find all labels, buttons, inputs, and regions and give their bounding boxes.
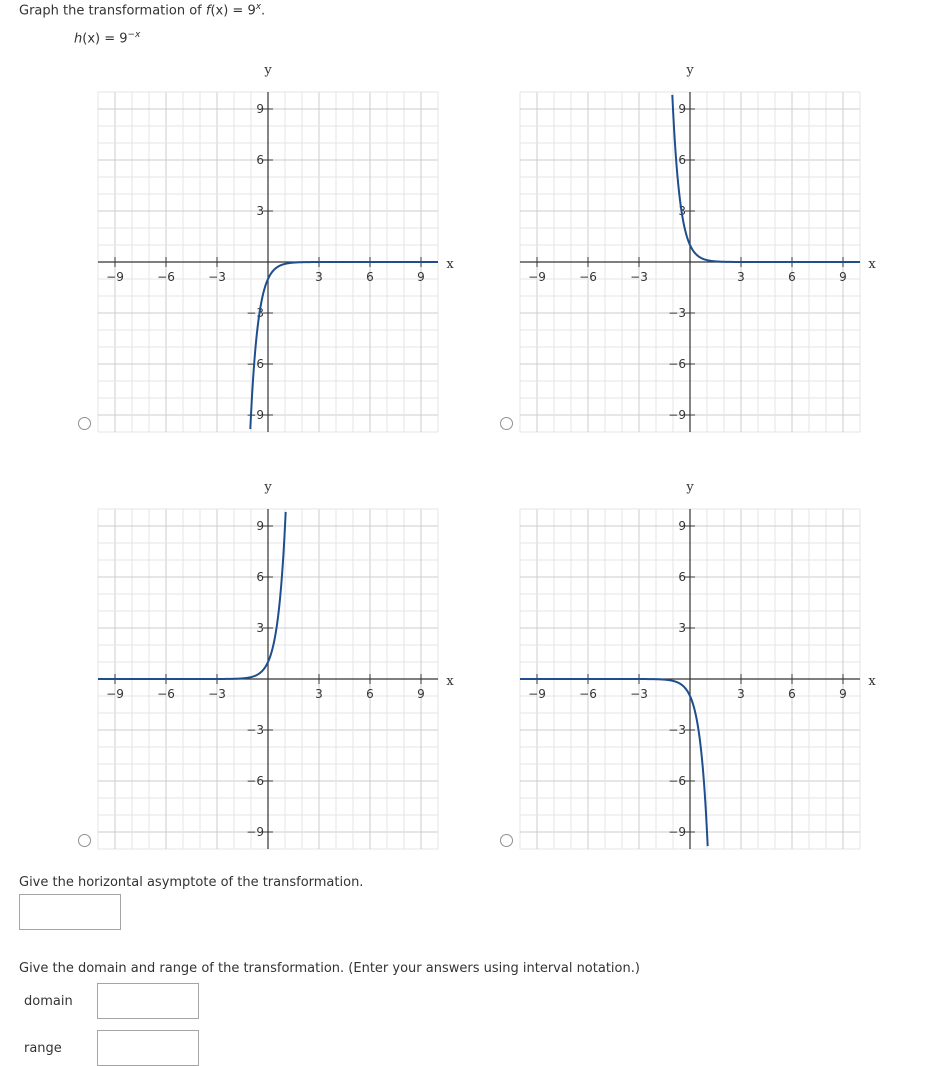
x-tick-label: −3 [208,270,226,284]
y-tick-label: −9 [668,825,686,839]
x-tick-label: −9 [528,270,546,284]
function-curve [672,95,860,262]
h-name: h [74,31,83,47]
x-tick-label: 9 [417,270,425,284]
x-tick-label: −6 [157,270,175,284]
x-tick-label: 3 [737,687,745,701]
range-label: range [24,1041,62,1056]
y-tick-label: 3 [678,621,686,635]
y-tick-label: 9 [678,102,686,116]
function-curve [98,512,286,679]
y-tick-label: −3 [668,723,686,737]
y-axis-label: y [686,480,694,495]
range-input[interactable] [97,1030,199,1066]
y-tick-label: 9 [256,102,264,116]
x-tick-label: 3 [315,270,323,284]
function-curve [250,262,438,429]
y-tick-label: −3 [246,723,264,737]
x-tick-label: −3 [630,270,648,284]
y-tick-label: 6 [678,153,686,167]
x-tick-label: 3 [315,687,323,701]
problem-prompt: Graph the transformation of $f(x) = 9^x$. [19,2,266,19]
y-tick-label: −6 [246,357,264,371]
y-tick-label: −6 [246,774,264,788]
x-tick-label: 9 [839,270,847,284]
y-axis-label: y [264,63,272,78]
x-tick-label: 6 [366,687,374,701]
domain-label: domain [24,994,73,1009]
x-tick-label: −9 [106,270,124,284]
x-tick-label: 9 [417,687,425,701]
x-tick-label: −6 [579,687,597,701]
y-tick-label: −9 [668,408,686,422]
x-tick-label: 9 [839,687,847,701]
graph-choice-3[interactable] [90,477,454,847]
graph-choice-1[interactable] [90,60,454,430]
x-axis-label: x [446,674,454,689]
x-tick-label: 3 [737,270,745,284]
graph-choice-4[interactable] [512,477,876,847]
x-tick-label: −9 [528,687,546,701]
domain-range-question: Give the domain and range of the transformation. (Enter your answers using interval notation.) [19,961,640,976]
y-tick-label: −6 [668,774,686,788]
y-axis-label: y [686,63,694,78]
x-tick-label: −6 [157,687,175,701]
x-axis-label: x [868,674,876,689]
transformation-function: $h(x) = 9^{-x}$ [74,30,141,47]
y-tick-label: 3 [678,204,686,218]
y-tick-label: 9 [678,519,686,533]
x-tick-label: −6 [579,270,597,284]
y-tick-label: −9 [246,825,264,839]
domain-input[interactable] [97,983,199,1019]
x-tick-label: −9 [106,687,124,701]
y-tick-label: −3 [246,306,264,320]
x-axis-label: x [446,257,454,272]
graph-choice-2[interactable] [512,60,876,430]
y-tick-label: 6 [256,570,264,584]
y-tick-label: 9 [256,519,264,533]
y-tick-label: 3 [256,621,264,635]
f-name: f [205,3,211,19]
y-tick-label: 6 [256,153,264,167]
y-tick-label: −9 [246,408,264,422]
x-tick-label: 6 [788,687,796,701]
y-tick-label: 6 [678,570,686,584]
asymptote-question: Give the horizontal asymptote of the transformation. [19,875,364,890]
y-tick-label: −3 [668,306,686,320]
x-axis-label: x [868,257,876,272]
asymptote-input[interactable] [19,894,121,930]
y-tick-label: 3 [256,204,264,218]
x-tick-label: 6 [366,270,374,284]
x-tick-label: −3 [630,687,648,701]
y-tick-label: −6 [668,357,686,371]
x-tick-label: −3 [208,687,226,701]
x-tick-label: 6 [788,270,796,284]
function-curve [520,679,708,846]
y-axis-label: y [264,480,272,495]
